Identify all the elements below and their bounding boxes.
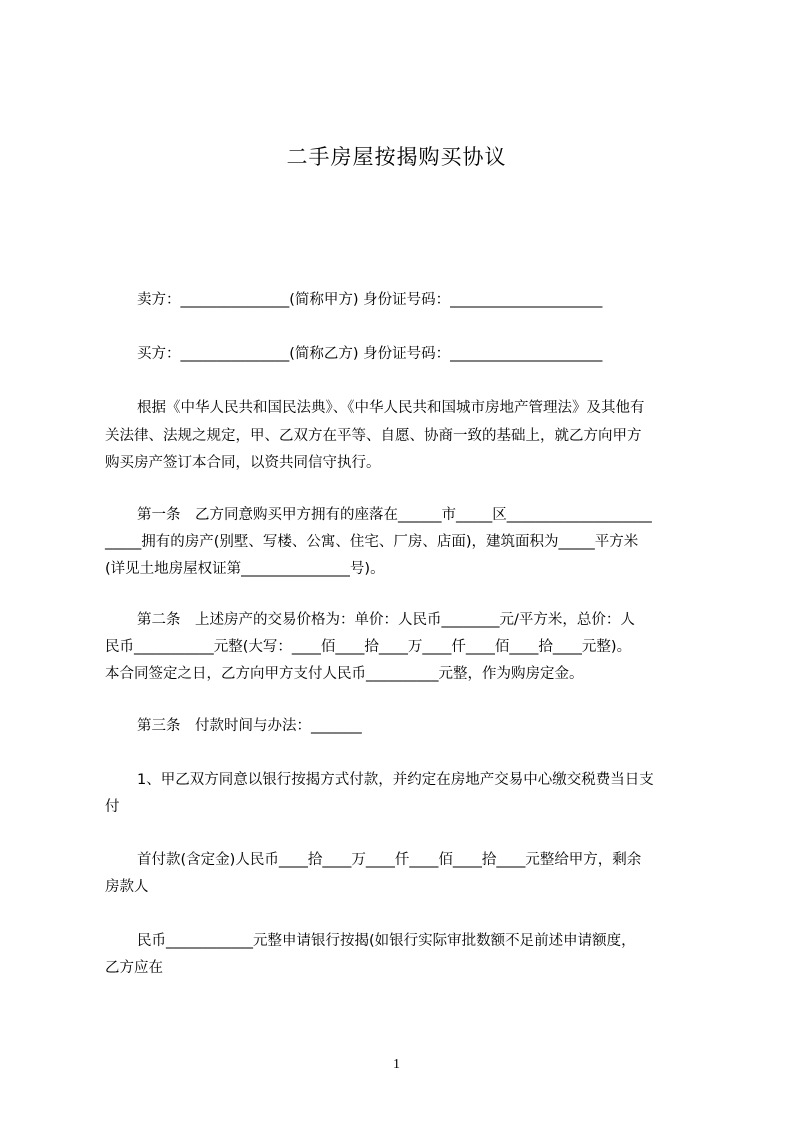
article-1-line-3: (详见土地房屋权证第_______________号)。	[105, 561, 385, 577]
seller-line: 卖方：_______________(简称甲方) 身份证号码：_____________________	[137, 292, 603, 308]
document-title: 二手房屋按揭购买协议	[286, 145, 507, 169]
down-payment-line-1: 首付款(含定金)人民币____拾____万____仟____佰____拾____元整给甲方，剩余	[137, 852, 642, 868]
preamble-line-3: 购买房产签订本合同，以资共同信守执行。	[105, 455, 381, 471]
loan-line-2: 乙方应在	[105, 960, 163, 976]
article-1-line-2: _____拥有的房产(别墅、写楼、公寓、住宅、厂房、店面)，建筑面积为_____平方米	[105, 534, 639, 550]
article-2-line-3: 本合同签定之日，乙方向甲方支付人民币__________元整，作为购房定金。	[105, 666, 584, 682]
clause-1-line-1: 1、甲乙双方同意以银行按揭方式付款，并约定在房地产交易中心缴交税费当日支	[137, 772, 654, 788]
article-1-line-1: 第一条 乙方同意购买甲方拥有的座落在______市_____区____________________	[137, 507, 652, 523]
article-2-line-1: 第二条 上述房产的交易价格为：单价：人民币________元/平方米，总价：人	[137, 612, 635, 628]
page-number: 1	[393, 1057, 400, 1072]
buyer-line: 买方：_______________(简称乙方) 身份证号码：_____________________	[137, 346, 603, 362]
preamble-line-1: 根据《中华人民共和国民法典》、《中华人民共和国城市房地产管理法》及其他有	[137, 400, 645, 416]
clause-1-line-2: 付	[105, 799, 120, 815]
article-3-heading: 第三条 付款时间与办法：_______	[137, 718, 362, 734]
preamble-line-2: 关法律、法规之规定，甲、乙双方在平等、自愿、协商一致的基础上，就乙方向甲方	[105, 428, 642, 444]
loan-line-1: 民币____________元整申请银行按揭(如银行实际审批数额不足前述申请额度，	[137, 933, 636, 949]
article-2-line-2: 民币___________元整(大写：____佰____拾____万____仟____佰____拾____元整)。	[105, 639, 632, 655]
down-payment-line-2: 房款人	[105, 879, 149, 895]
